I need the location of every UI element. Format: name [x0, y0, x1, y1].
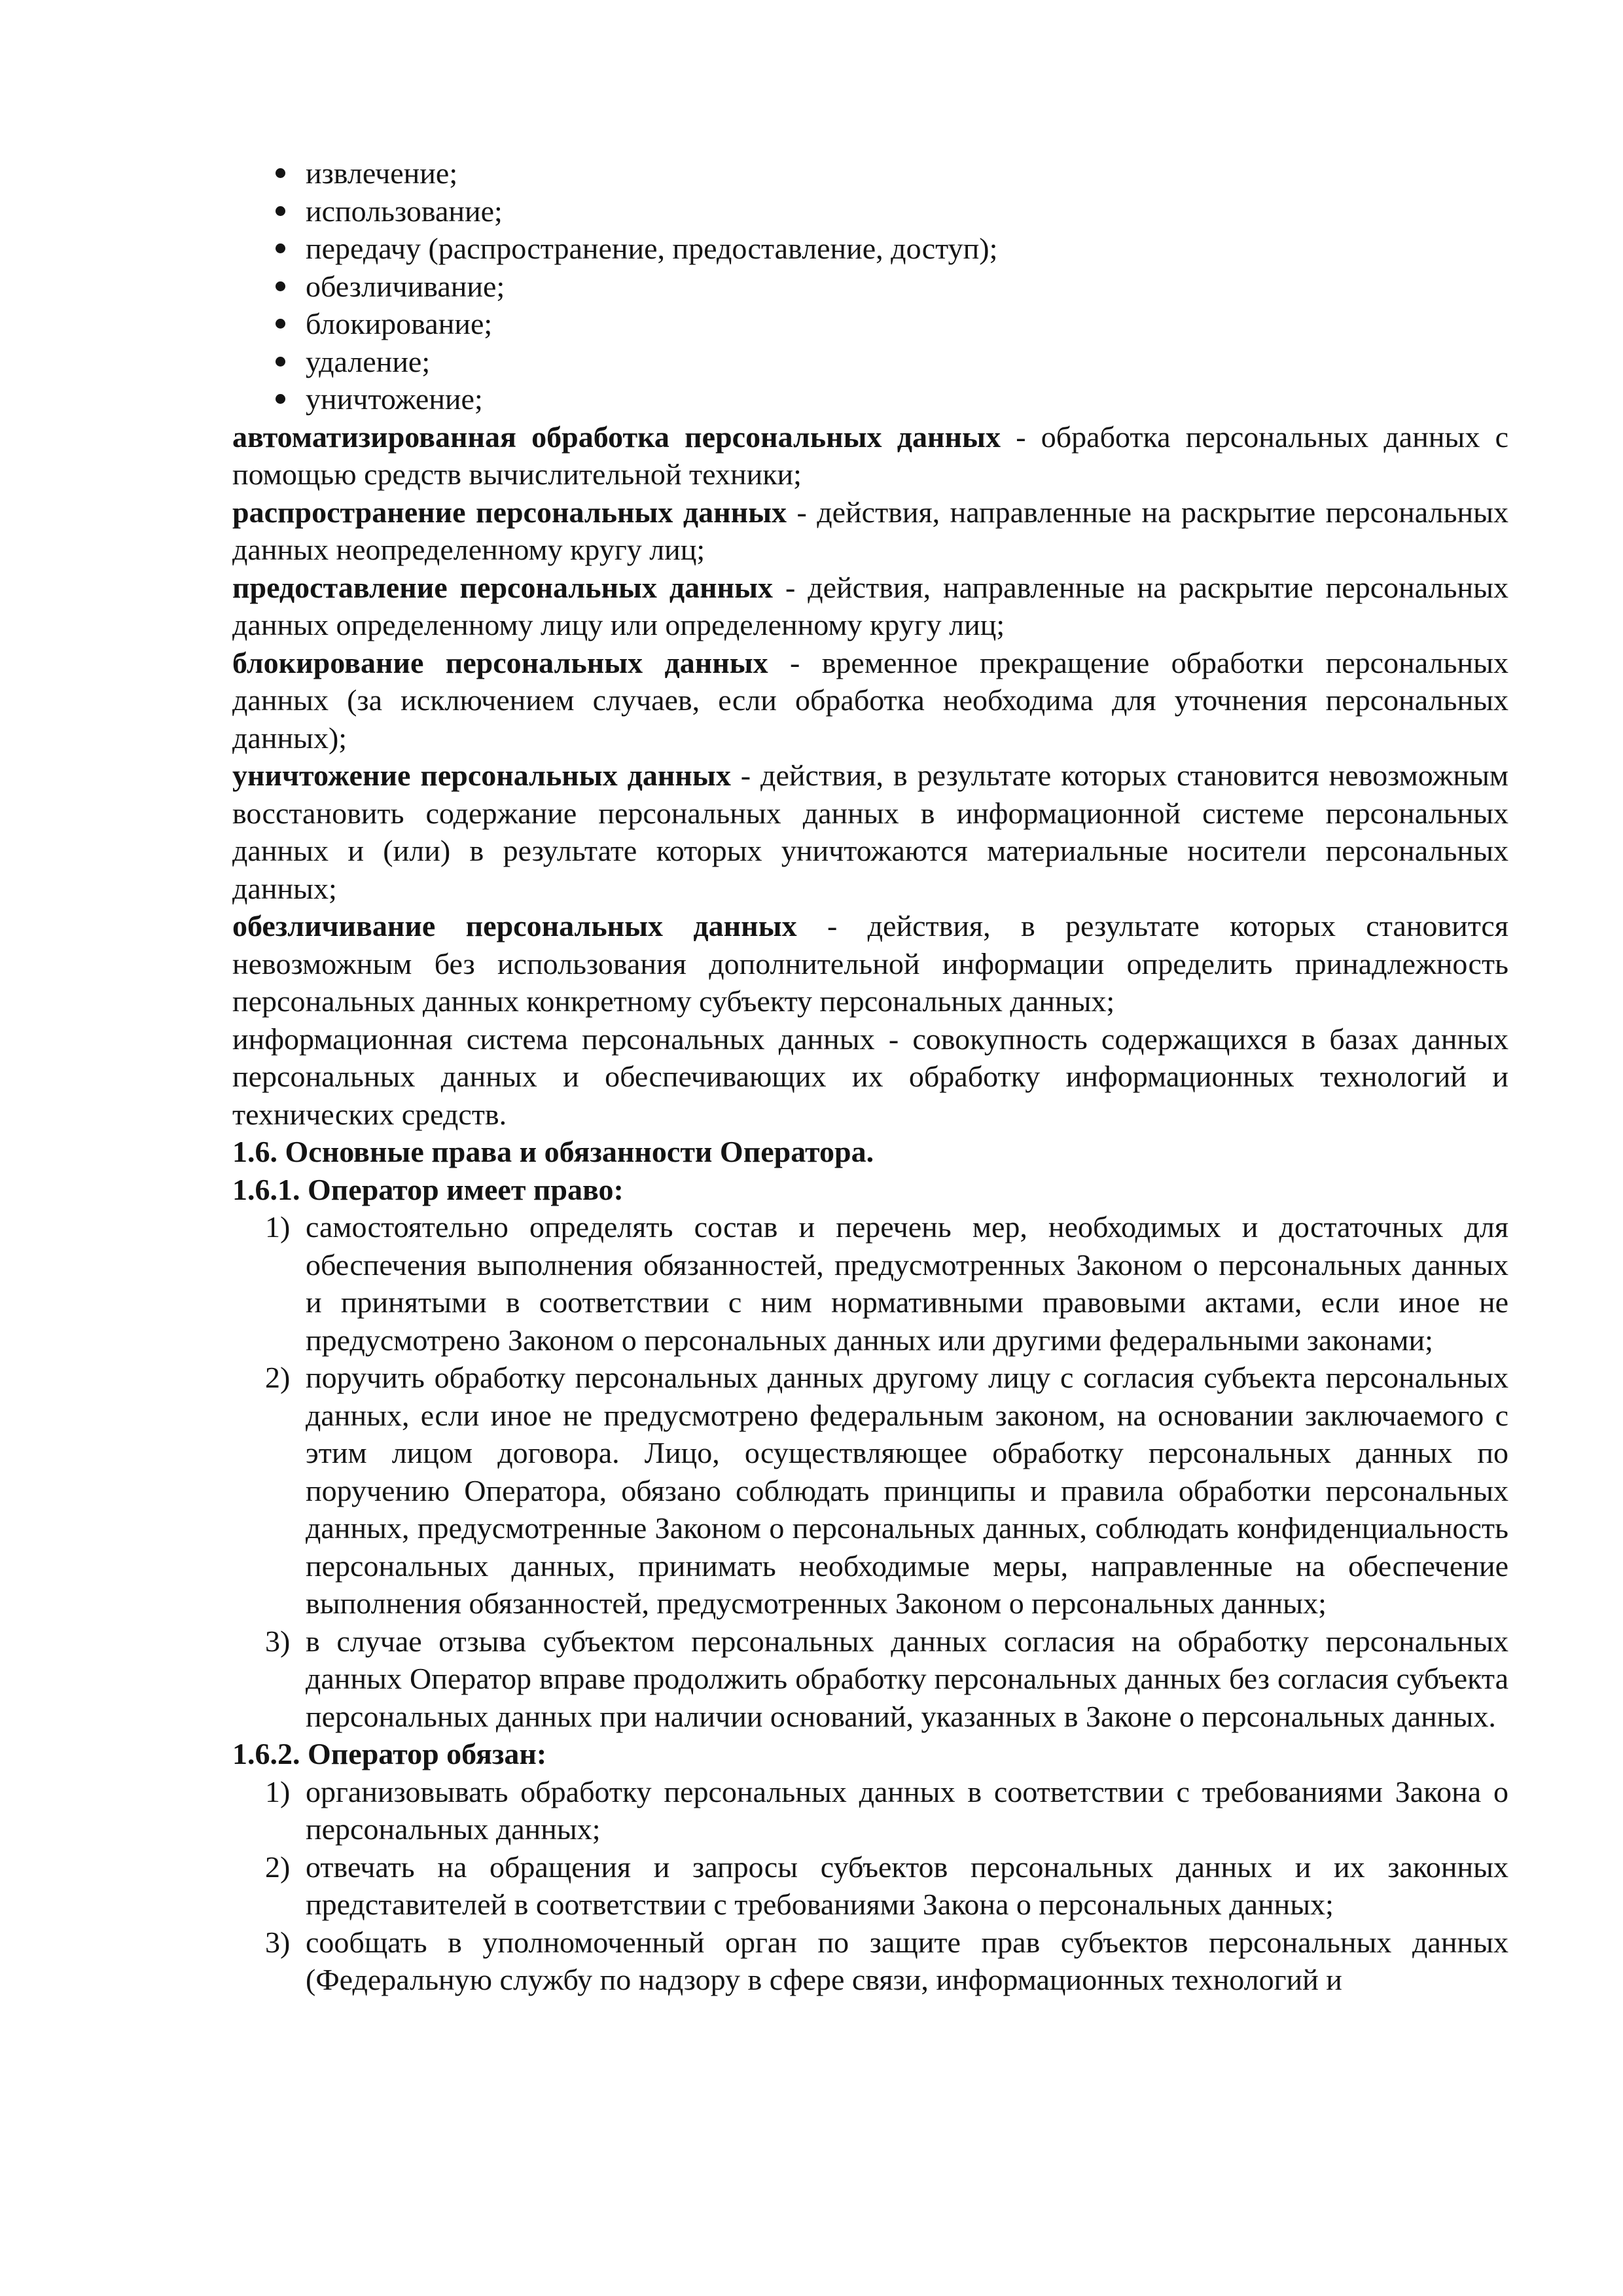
item-number: 3) — [265, 1624, 291, 1658]
operator-duties-list — [232, 1773, 1508, 1999]
definition-paragraph — [232, 644, 1508, 757]
item-text: поручить обработку персональных данных другому лицу с согласия субъекта персональных данных, если иное не предусмотрено федеральным законом, на основании заключаемого с этим лицом договора. Лицо, осуществляющее обработку персональных данных по поручению Оператора, обязано соблюдать принципы и правила обработки персональных данных, предусмотренные Законом о персональных данных, соблюдать конфиденциальность персональных данных, принимать необходимые меры, направленные на обеспечение выполнения обязанностей, предусмотренных Законом о персональных данных; — [306, 1361, 1508, 1620]
definition-paragraph — [232, 907, 1508, 1020]
list-item: извлечение; — [232, 154, 1508, 192]
definition-term: предоставление персональных данных — [232, 570, 774, 604]
definition-term: автоматизированная обработка персональных данных — [232, 420, 1001, 454]
section-heading: 1.6. Основные права и обязанности Оператора. — [232, 1135, 874, 1168]
item-text: самостоятельно определять состав и перечень мер, необходимых и достаточных для обеспечения выполнения обязанностей, предусмотренных Законом о персональных данных и принятыми в соответствии с ним нормативными правовыми актами, если иное не предусмотрено Законом о персональных данных или другими федеральными законами; — [306, 1210, 1508, 1357]
list-item — [232, 1208, 1508, 1359]
definition-term: распространение персональных данных — [232, 495, 787, 529]
item-number: 2) — [265, 1361, 291, 1394]
definition-text: - действия, в результате которых становится невозможным без использования дополнительной информации определить принадлежность персональных данных конкретному субъекту персональных данных; — [232, 909, 1508, 1018]
definition-paragraph — [232, 757, 1508, 907]
list-item: блокирование; — [232, 305, 1508, 343]
subsection-heading: 1.6.1. Оператор имеет право: — [232, 1172, 624, 1206]
list-item: удаление; — [232, 343, 1508, 381]
list-item: использование; — [232, 192, 1508, 230]
definition-paragraph: информационная система персональных данных - совокупность содержащихся в базах данных персональных данных и обеспечивающих их обработку информационных технологий и технических средств. — [232, 1022, 1508, 1131]
list-item — [232, 1623, 1508, 1736]
definition-term: блокирование персональных данных — [232, 645, 768, 679]
definition-text: - временное прекращение обработки персональных данных (за исключением случаев, если обработка необходима для уточнения персональных данных); — [232, 645, 1508, 755]
definition-text: - действия, в результате которых становится невозможным восстановить содержание персональных данных в информационной системе персональных данных и (или) в результате которых уничтожаются материальные носители персональных данных; — [232, 759, 1508, 905]
list-item — [232, 1773, 1508, 1848]
subsection-heading: 1.6.2. Оператор обязан: — [232, 1737, 547, 1770]
item-number: 2) — [265, 1850, 291, 1884]
list-item: обезличивание; — [232, 268, 1508, 306]
item-text: в случае отзыва субъектом персональных данных согласия на обработку персональных данных Оператор вправе продолжить обработку персональных данных без согласия субъекта персональных данных при наличии оснований, указанных в Законе о персональных данных. — [306, 1624, 1508, 1733]
item-text: отвечать на обращения и запросы субъектов персональных данных и их законных представителей в соответствии с требованиями Закона о персональных данных; — [306, 1850, 1508, 1921]
list-item — [232, 1848, 1508, 1924]
definition-term: обезличивание персональных данных — [232, 909, 797, 942]
item-number: 1) — [265, 1774, 291, 1808]
list-item: передачу (распространение, предоставление, доступ); — [232, 230, 1508, 268]
list-item — [232, 1359, 1508, 1623]
definition-paragraph — [232, 418, 1508, 493]
item-number: 1) — [265, 1210, 291, 1244]
item-number: 3) — [265, 1925, 291, 1959]
definition-text: - обработка персональных данных с помощью средств вычислительной техники; — [232, 420, 1508, 491]
document-page — [232, 154, 1508, 1999]
item-text: сообщать в уполномоченный орган по защите прав субъектов персональных данных (Федеральную службу по надзору в сфере связи, информационных технологий и — [306, 1925, 1508, 1996]
item-text: организовывать обработку персональных данных в соответствии с требованиями Закона о персональных данных; — [306, 1774, 1508, 1846]
definition-paragraph — [232, 493, 1508, 569]
list-item — [232, 1924, 1508, 1999]
operator-rights-list — [232, 1208, 1508, 1735]
definition-term: уничтожение персональных данных — [232, 759, 731, 792]
definition-paragraph — [232, 569, 1508, 644]
definition-text: - действия, направленные на раскрытие персональных данных неопределенному кругу лиц; — [232, 495, 1508, 566]
list-item: уничтожение; — [232, 380, 1508, 418]
definition-text: - действия, направленные на раскрытие персональных данных определенному лицу или определенному кругу лиц; — [232, 570, 1508, 641]
processing-actions-list — [232, 154, 1508, 418]
